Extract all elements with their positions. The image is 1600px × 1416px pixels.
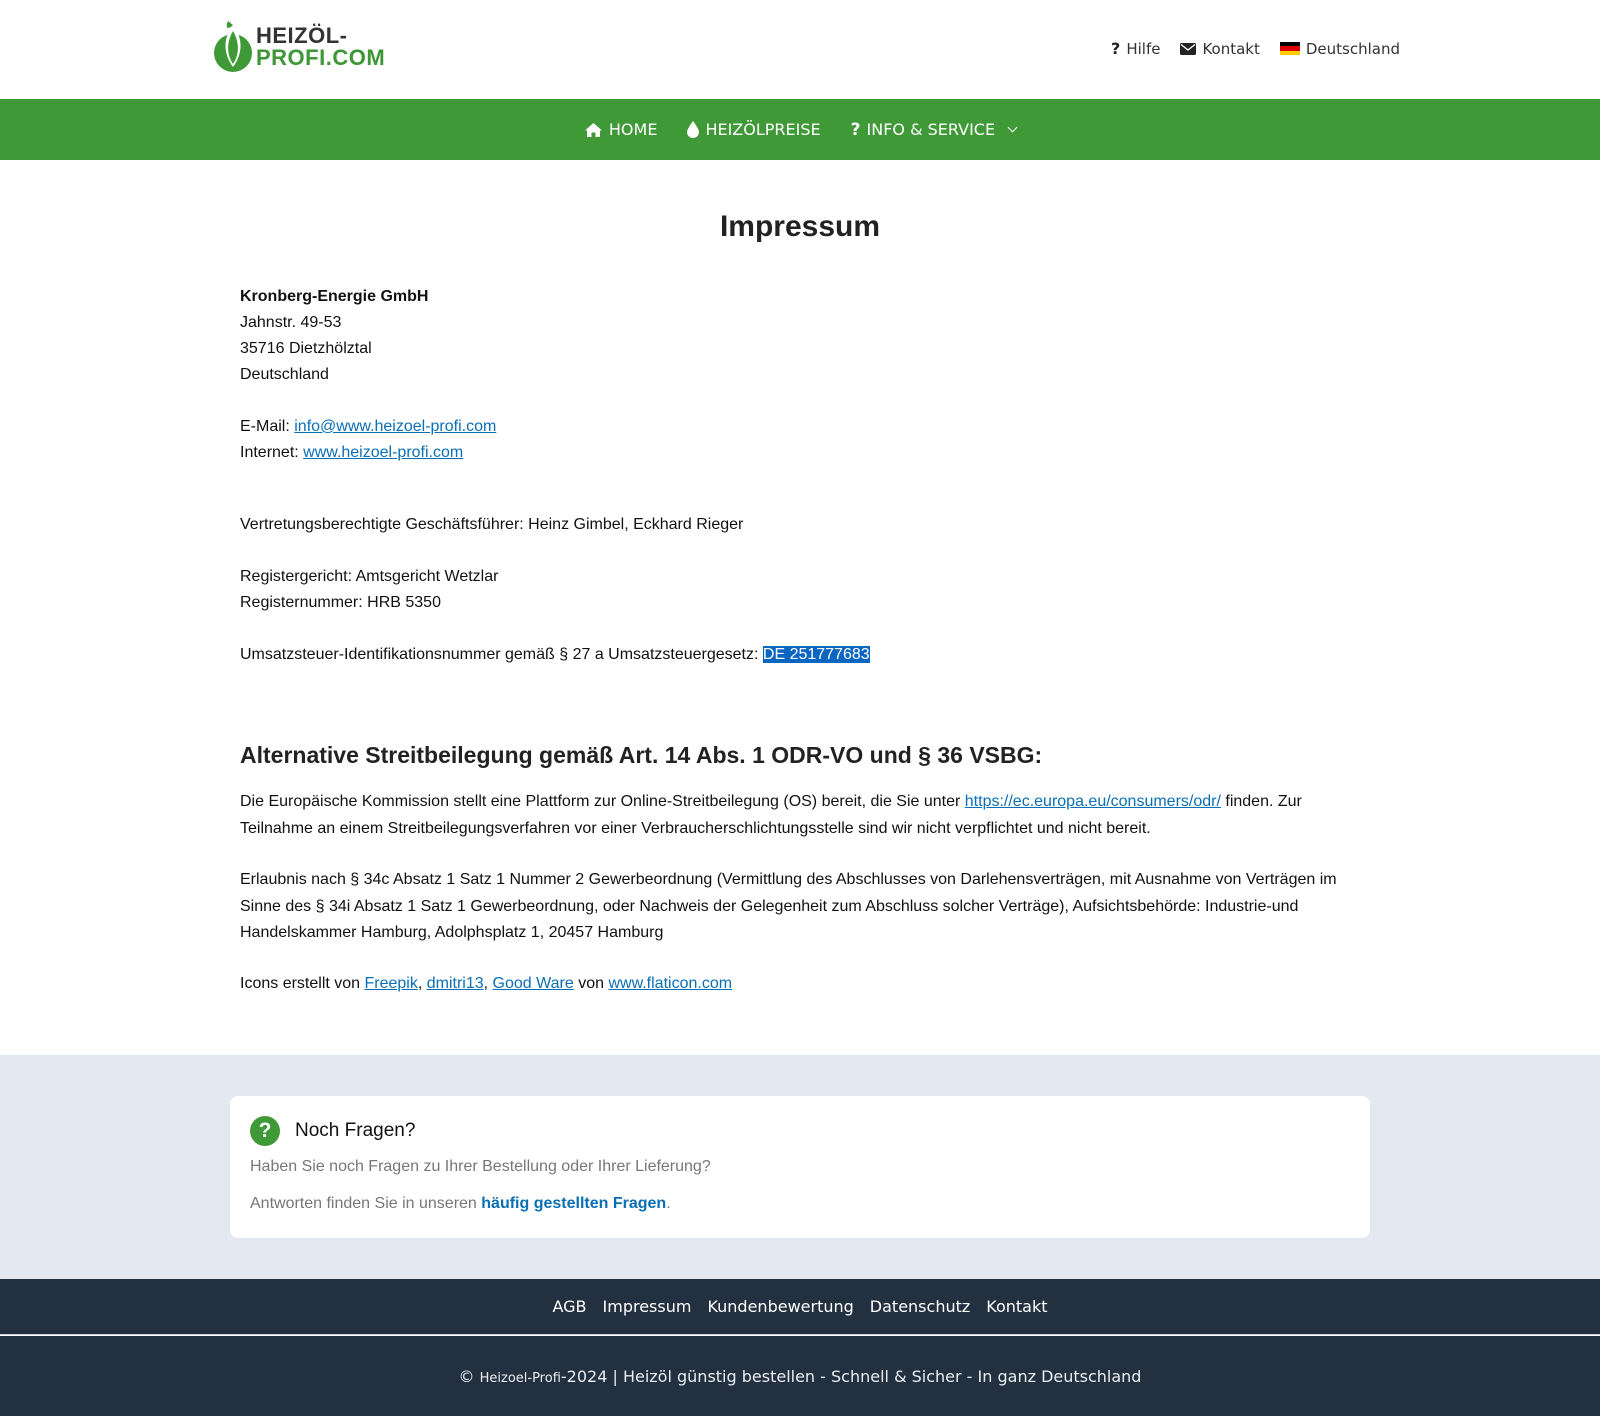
question-icon: ?: [850, 119, 861, 140]
email-link[interactable]: info@www.heizoel-profi.com: [294, 418, 497, 435]
icons-prefix: Icons erstellt von: [240, 975, 365, 992]
contact-label: Kontakt: [1202, 39, 1260, 58]
company-name: Kronberg-Energie GmbH: [240, 288, 429, 305]
contact-link[interactable]: [1180, 40, 1259, 58]
country-label: Deutschland: [1305, 39, 1400, 58]
dispute-heading: Alternative Streitbeilegung gemäß Art. 14 Abs. 1 ODR-VO und § 36 VSBG:: [240, 742, 1043, 768]
credit-link-dmitri13[interactable]: dmitri13: [426, 975, 484, 992]
copyright-brand: Heizoel-Profi: [479, 1371, 561, 1386]
help-label: Hilfe: [1126, 39, 1161, 58]
footer-link-datenschutz[interactable]: Datenschutz: [869, 1297, 971, 1316]
credit-link-flaticon[interactable]: www.flaticon.com: [608, 975, 733, 992]
footer-link-kundenbewertung[interactable]: Kundenbewertung: [707, 1297, 854, 1316]
vat-label: Umsatzsteuer-Identifikationsnummer gemäß § 27 a Umsatzsteuergesetz:: [240, 646, 763, 663]
envelope-icon: [1180, 43, 1196, 55]
faq-line-1: Haben Sie noch Fragen zu Ihrer Bestellung oder Ihrer Lieferung?: [250, 1158, 711, 1175]
register-court: Registergericht: Amtsgericht Wetzlar: [240, 568, 499, 585]
email-line: [240, 414, 1340, 440]
home-icon: [584, 122, 603, 138]
germany-flag-icon: [1280, 42, 1300, 56]
internet-label: Internet:: [240, 444, 304, 461]
faq-link[interactable]: häufig gestellten Fragen: [481, 1195, 667, 1212]
help-link[interactable]: [1111, 39, 1160, 58]
chevron-down-icon: [1008, 123, 1018, 133]
register-number: Registernummer: HRB 5350: [240, 594, 441, 611]
nav-heating-oil-prices[interactable]: [687, 120, 820, 139]
page-title: Impressum: [719, 210, 881, 243]
nav-info-label: INFO & SERVICE: [866, 120, 996, 139]
footer-link-impressum[interactable]: Impressum: [602, 1297, 692, 1316]
email-label: E-Mail:: [240, 418, 295, 435]
credit-link-freepik[interactable]: Freepik: [364, 975, 418, 992]
footer-copyright: [0, 1336, 1600, 1416]
credit-link-good-ware[interactable]: Good Ware: [492, 975, 574, 992]
copyright-year: -2024: [560, 1367, 608, 1386]
top-links: [1111, 39, 1400, 58]
vat-line: [240, 642, 1340, 668]
nav-home[interactable]: [584, 120, 658, 139]
leaf-logo-icon: [212, 21, 254, 73]
site-logo[interactable]: [212, 21, 385, 73]
logo-wordmark: [256, 25, 385, 69]
question-circle-icon: ?: [250, 1116, 280, 1146]
nav-info-service[interactable]: [851, 120, 1016, 140]
faq-section: [0, 1055, 1600, 1279]
street: Jahnstr. 49-53: [240, 314, 342, 331]
site-header: [0, 0, 1600, 99]
icons-sep-1: ,: [417, 975, 427, 992]
icons-sep-2: ,: [483, 975, 493, 992]
internet-line: [240, 440, 1340, 466]
main-content: [0, 160, 1600, 1056]
dispute-paragraph: [240, 789, 1350, 842]
faq-line-2-after: .: [666, 1195, 671, 1212]
dispute-text-before: Die Europäische Kommission stellt eine Plattform zur Online-Streitbeilegung (OS) bereit, die Sie unter: [240, 793, 965, 810]
copyright-symbol: ©: [458, 1367, 475, 1386]
footer-link-kontakt[interactable]: Kontakt: [986, 1297, 1048, 1316]
footer-link-agb[interactable]: AGB: [552, 1297, 587, 1316]
logo-line-1: HEIZÖL-: [256, 23, 348, 48]
icon-credits: [240, 971, 1350, 998]
country-selector[interactable]: [1280, 40, 1400, 58]
dispute-text-after: finden. Zur Teilnahme an einem Streitbeilegungsverfahren vor einer Verbraucherschlichtungsstelle sind wir nicht verpflichtet und nicht bereit.: [240, 793, 1302, 837]
faq-title: Noch Fragen?: [295, 1120, 416, 1141]
nav-prices-label: HEIZÖLPREISE: [705, 120, 821, 139]
question-icon: ?: [1111, 39, 1121, 58]
logo-line-2: PROFI.COM: [256, 45, 386, 70]
internet-link[interactable]: www.heizoel-profi.com: [303, 444, 464, 461]
footer-tagline: | Heizöl günstig bestellen - Schnell & Sicher - In ganz Deutschland: [612, 1367, 1142, 1386]
odr-link[interactable]: https://ec.europa.eu/consumers/odr/: [964, 793, 1221, 810]
icons-mid: von: [573, 975, 609, 992]
main-navigation: [0, 99, 1600, 160]
drop-icon: [687, 121, 699, 138]
company-address: [240, 284, 1340, 668]
faq-line-2: [250, 1195, 671, 1213]
faq-line-2-before: Antworten finden Sie in unseren: [250, 1195, 482, 1212]
country: Deutschland: [240, 366, 329, 383]
faq-card: [230, 1096, 1370, 1238]
nav-home-label: HOME: [608, 120, 658, 139]
permission-paragraph: Erlaubnis nach § 34c Absatz 1 Satz 1 Nummer 2 Gewerbeordnung (Vermittlung des Abschlusses von Darlehensverträgen, mit Ausnahme von Verträgen im Sinne des § 34i Absatz 1 Satz 1 Gewerbeordnung, oder Nachweis der Gelegenheit zum Abschluss solcher Verträge), Aufsichtsbehörde: Industrie-und Handelskammer Hamburg, Adolphsplatz 1, 20457 Hamburg: [240, 871, 1337, 941]
footer-navigation: [0, 1279, 1600, 1335]
city: 35716 Dietzhölztal: [240, 340, 372, 357]
managers: Vertretungsberechtigte Geschäftsführer: Heinz Gimbel, Eckhard Rieger: [240, 516, 744, 533]
vat-value[interactable]: DE 251777683: [762, 646, 870, 663]
